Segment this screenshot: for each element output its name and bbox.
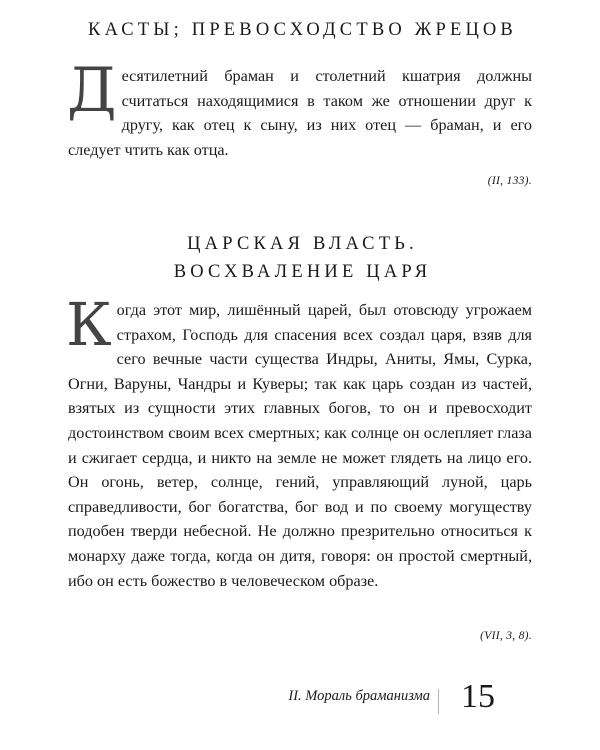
running-footer-title: II. Мораль браманизма [288, 688, 430, 704]
paragraph-text: огда этот мир, лишённый царей, был отовсюду угрожаем страхом, Господь для спасения всех создал царя, взяв для сего вечные части существа Индры, Аниты, Ямы, Сурка, Огни, Варуны, Чандры и Куверы; так как царь создан из частей, взятых из сущности этих главных богов, то он и превосходит достоинством своим всех смертных; как солнце он ослепляет глаза и сжигает сердца, и никто на земле не может глядеть на лицо его. Он огонь, ветер, солнце, гений, управляющий луной, царь справедливости, бог богатства, бог вод и по своему могуществу подобен тверди небесной. Не должно презрительно относиться к монарху даже тогда, когда он дитя, говоря: он простой смертный, ибо он есть божество в человеческом образе. [68, 301, 532, 590]
citation-reference: (VII, 3, 8). [480, 630, 532, 642]
section-title-line: ВОСХВАЛЕНИЕ ЦАРЯ [173, 262, 432, 282]
section-title-line: ЦАРСКАЯ ВЛАСТЬ. [187, 234, 418, 254]
paragraph-brahman-kshatriya [67, 55, 532, 162]
drop-cap: К [66, 290, 112, 359]
drop-cap: Д [67, 55, 117, 126]
paragraph-text: есятилетний браман и столетний кшатрия должны считаться находящимися в таком же отношении друг к другу, как отец к сыну, из них отец — браман, и его следует чтить как отца. [68, 67, 532, 159]
citation-reference: (II, 133). [487, 175, 532, 187]
chapter-heading: КАСТЫ; ПРЕВОСХОДСТВО ЖРЕЦОВ [88, 20, 517, 40]
section-title [60, 230, 545, 286]
paragraph-royal-power [66, 290, 532, 593]
page-number: 15 [461, 678, 495, 715]
footer-divider [438, 689, 439, 714]
